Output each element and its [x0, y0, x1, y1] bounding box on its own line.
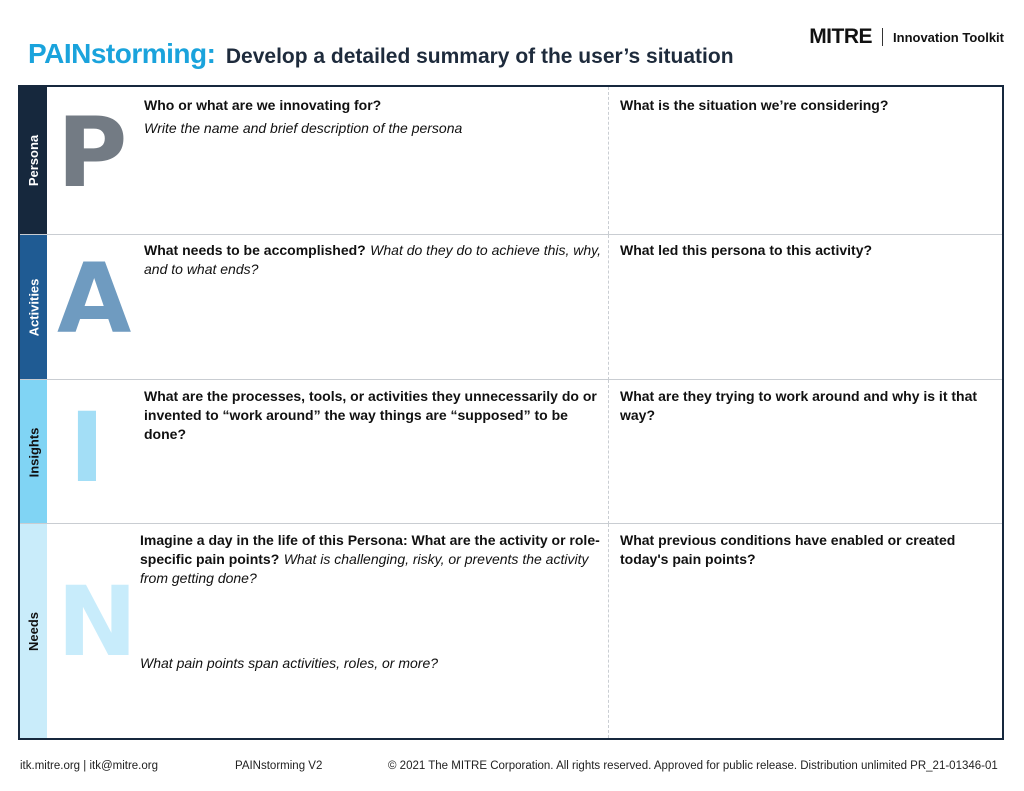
question: What is the situation we’re considering? [620, 97, 889, 113]
footer-version: PAINstorming V2 [235, 760, 323, 772]
letter-i: I [69, 392, 105, 504]
tab-label: Activities [26, 278, 41, 337]
hint: What do they do to achieve this, why, and to what ends? [144, 242, 602, 277]
question: What led this persona to this activity? [620, 242, 873, 258]
footer-copyright: © 2021 The MITRE Corporation. All rights reserved. Approved for public release. Distribution unlimited PR_21-01346-01 [388, 760, 998, 772]
hint: Write the name and brief description of the persona [144, 120, 463, 136]
brand-divider [882, 28, 883, 46]
question: What are the processes, tools, or activities they unnecessarily do or invented to “work around” the way things are “supposed” to be done? [144, 388, 597, 442]
row-insights [20, 379, 1002, 524]
title-main: PAINstorming: [28, 38, 216, 69]
column-divider [608, 380, 609, 524]
hint: What is challenging, risky, or prevents the activity from getting done? [140, 551, 589, 586]
question: What needs to be accomplished? [144, 242, 366, 258]
tab-label: Needs [26, 611, 41, 651]
needs-left-cell[interactable] [140, 531, 600, 588]
insights-left-cell[interactable] [144, 387, 606, 444]
activities-left-cell[interactable] [144, 241, 606, 279]
question: What are they trying to work around and why is it that way? [620, 388, 978, 423]
persona-right-cell[interactable] [620, 96, 1005, 115]
tab-label: Insights [26, 427, 41, 477]
tab-insights [20, 380, 47, 524]
tab-activities [20, 235, 47, 380]
row-activities [20, 234, 1002, 380]
title-subtitle: Develop a detailed summary of the user’s situation [225, 45, 734, 68]
pain-grid [18, 85, 1004, 740]
row-persona [20, 87, 1002, 234]
insights-right-cell[interactable] [620, 387, 1005, 425]
brand [809, 25, 1004, 49]
letter-p: P [57, 97, 128, 209]
letter-a: A [57, 243, 132, 355]
persona-left-cell[interactable] [144, 96, 606, 138]
letter-n: N [57, 566, 138, 678]
column-divider [608, 524, 609, 738]
question: Imagine a day in the life of this Persona: What are the activity or role-specific pain points? [140, 532, 600, 567]
page-title [28, 38, 734, 70]
mitre-logo: MITRE [809, 25, 873, 48]
tab-persona [20, 87, 47, 234]
question: What previous conditions have enabled or created today's pain points? [620, 532, 956, 567]
needs-span-hint: What pain points span activities, roles, or more? [140, 655, 439, 671]
footer-contact: itk.mitre.org | itk@mitre.org [20, 760, 158, 772]
tab-label: Persona [26, 134, 41, 187]
activities-right-cell[interactable] [620, 241, 1005, 260]
column-divider [608, 87, 609, 234]
brand-text: Innovation Toolkit [893, 29, 1004, 45]
column-divider [608, 235, 609, 380]
tab-needs [20, 524, 47, 738]
row-needs [20, 523, 1002, 738]
needs-right-cell[interactable] [620, 531, 1005, 569]
question: Who or what are we innovating for? [144, 97, 382, 113]
